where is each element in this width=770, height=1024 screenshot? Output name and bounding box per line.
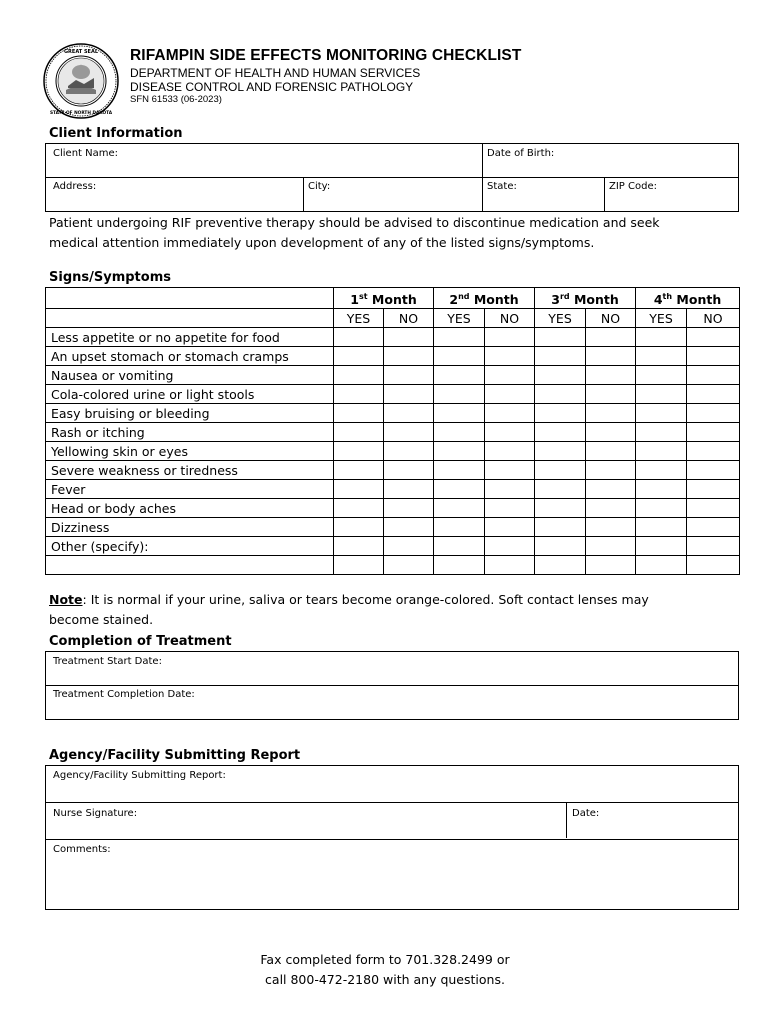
symptom-checkbox-cell[interactable] xyxy=(636,347,687,366)
completion-table xyxy=(45,651,739,720)
symptom-label: Easy bruising or bleeding xyxy=(46,404,334,423)
symptoms-heading: Signs/Symptoms xyxy=(49,270,171,285)
symptom-checkbox-cell[interactable] xyxy=(485,423,535,442)
symptom-checkbox-cell[interactable] xyxy=(586,442,636,461)
symptom-header-blank xyxy=(46,309,334,328)
symptom-checkbox-cell[interactable] xyxy=(384,461,434,480)
symptom-checkbox-cell[interactable] xyxy=(687,385,740,404)
symptom-row xyxy=(46,347,740,366)
client-info-table xyxy=(45,143,739,212)
symptom-checkbox-cell[interactable] xyxy=(535,366,586,385)
symptom-checkbox-cell[interactable] xyxy=(434,537,485,556)
agency-heading: Agency/Facility Submitting Report xyxy=(49,748,301,763)
symptom-label: Nausea or vomiting xyxy=(46,366,334,385)
symptom-row xyxy=(46,537,740,556)
symptom-checkbox-cell[interactable] xyxy=(434,347,485,366)
svg-text:GREAT SEAL: GREAT SEAL xyxy=(63,49,99,55)
symptom-label xyxy=(46,556,334,575)
comments-field[interactable]: Comments: xyxy=(53,844,111,855)
symptom-checkbox-cell[interactable] xyxy=(535,347,586,366)
symptom-checkbox-cell[interactable] xyxy=(586,366,636,385)
symptom-checkbox-cell[interactable] xyxy=(334,518,384,537)
agency-field[interactable]: Agency/Facility Submitting Report: xyxy=(53,770,226,781)
symptom-checkbox-cell[interactable] xyxy=(334,461,384,480)
symptom-checkbox-cell[interactable] xyxy=(636,556,687,575)
symptom-checkbox-cell[interactable] xyxy=(535,480,586,499)
symptom-checkbox-cell[interactable] xyxy=(334,328,384,347)
treatment-start-field[interactable]: Treatment Start Date: xyxy=(53,656,162,667)
symptom-checkbox-cell[interactable] xyxy=(586,328,636,347)
symptom-checkbox-cell[interactable] xyxy=(384,537,434,556)
symptom-checkbox-cell[interactable] xyxy=(384,423,434,442)
month-header: 3rd Month xyxy=(535,288,636,309)
symptom-label: Fever xyxy=(46,480,334,499)
symptom-row xyxy=(46,423,740,442)
symptom-header-blank xyxy=(46,288,334,309)
symptom-label: Yellowing skin or eyes xyxy=(46,442,334,461)
symptom-checkbox-cell[interactable] xyxy=(485,480,535,499)
symptom-checkbox-cell[interactable] xyxy=(434,556,485,575)
symptom-checkbox-cell[interactable] xyxy=(636,442,687,461)
symptom-label: An upset stomach or stomach cramps xyxy=(46,347,334,366)
symptom-checkbox-cell[interactable] xyxy=(636,404,687,423)
symptom-checkbox-cell[interactable] xyxy=(636,366,687,385)
symptom-row xyxy=(46,385,740,404)
symptom-checkbox-cell[interactable] xyxy=(586,499,636,518)
symptom-row xyxy=(46,480,740,499)
symptom-label: Rash or itching xyxy=(46,423,334,442)
symptom-checkbox-cell[interactable] xyxy=(687,480,740,499)
fax-instructions: Fax completed form to 701.328.2499 or call 800-472-2180 with any questions. xyxy=(260,952,510,987)
symptom-checkbox-cell[interactable] xyxy=(334,366,384,385)
symptom-checkbox-cell[interactable] xyxy=(434,442,485,461)
symptom-checkbox-cell[interactable] xyxy=(535,518,586,537)
month-header: 1st Month xyxy=(334,288,434,309)
symptom-checkbox-cell[interactable] xyxy=(384,480,434,499)
symptom-checkbox-cell[interactable] xyxy=(434,423,485,442)
yes-column-header: YES xyxy=(636,309,687,328)
symptom-checkbox-cell[interactable] xyxy=(485,537,535,556)
client-name-field[interactable]: Client Name: xyxy=(53,148,118,159)
symptom-checkbox-cell[interactable] xyxy=(636,461,687,480)
symptom-checkbox-cell[interactable] xyxy=(434,518,485,537)
signature-date-field[interactable]: Date: xyxy=(572,808,600,819)
symptom-checkbox-cell[interactable] xyxy=(384,366,434,385)
yes-column-header: YES xyxy=(535,309,586,328)
symptom-checkbox-cell[interactable] xyxy=(535,461,586,480)
symptom-checkbox-cell[interactable] xyxy=(535,442,586,461)
symptom-checkbox-cell[interactable] xyxy=(434,366,485,385)
symptom-checkbox-cell[interactable] xyxy=(636,537,687,556)
symptom-checkbox-cell[interactable] xyxy=(535,404,586,423)
symptom-checkbox-cell[interactable] xyxy=(434,328,485,347)
symptom-checkbox-cell[interactable] xyxy=(384,518,434,537)
symptom-checkbox-cell[interactable] xyxy=(384,442,434,461)
symptom-checkbox-cell[interactable] xyxy=(384,499,434,518)
treatment-completion-field[interactable]: Treatment Completion Date: xyxy=(53,689,195,700)
form-number: SFN 61533 (06-2023) xyxy=(130,94,222,105)
symptom-checkbox-cell[interactable] xyxy=(636,328,687,347)
yes-column-header: YES xyxy=(334,309,384,328)
symptom-row xyxy=(46,499,740,518)
symptom-checkbox-cell[interactable] xyxy=(485,461,535,480)
symptom-row xyxy=(46,461,740,480)
symptom-label: Dizziness xyxy=(46,518,334,537)
symptom-checkbox-cell[interactable] xyxy=(384,556,434,575)
symptom-checkbox-cell[interactable] xyxy=(485,366,535,385)
symptom-checkbox-cell[interactable] xyxy=(586,404,636,423)
dob-field[interactable]: Date of Birth: xyxy=(487,148,555,159)
advice-text: Patient undergoing RIF preventive therapy should be advised to discontinue medication and seek medical attention immediately upon development of any of the listed signs/symptoms. xyxy=(49,215,660,250)
symptom-checkbox-cell[interactable] xyxy=(485,518,535,537)
symptom-checkbox-cell[interactable] xyxy=(535,423,586,442)
symptom-checkbox-cell[interactable] xyxy=(384,328,434,347)
symptom-row xyxy=(46,556,740,575)
month-header: 2nd Month xyxy=(434,288,535,309)
address-field[interactable]: Address: xyxy=(53,181,97,192)
agency-table xyxy=(45,765,739,910)
symptom-checkbox-cell[interactable] xyxy=(586,423,636,442)
symptom-checkbox-cell[interactable] xyxy=(586,461,636,480)
symptoms-table xyxy=(45,287,740,575)
symptom-checkbox-cell[interactable] xyxy=(687,423,740,442)
symptom-checkbox-cell[interactable] xyxy=(687,366,740,385)
symptom-checkbox-cell[interactable] xyxy=(586,518,636,537)
symptom-checkbox-cell[interactable] xyxy=(636,385,687,404)
symptom-row xyxy=(46,442,740,461)
symptom-checkbox-cell[interactable] xyxy=(687,518,740,537)
symptom-checkbox-cell[interactable] xyxy=(434,480,485,499)
symptom-label: Severe weakness or tiredness xyxy=(46,461,334,480)
symptom-checkbox-cell[interactable] xyxy=(687,461,740,480)
no-column-header: NO xyxy=(687,309,740,328)
city-field[interactable]: City: xyxy=(308,181,331,192)
symptom-checkbox-cell[interactable] xyxy=(485,499,535,518)
symptom-checkbox-cell[interactable] xyxy=(434,461,485,480)
symptom-checkbox-cell[interactable] xyxy=(535,537,586,556)
symptom-checkbox-cell[interactable] xyxy=(334,442,384,461)
symptom-checkbox-cell[interactable] xyxy=(434,385,485,404)
symptom-checkbox-cell[interactable] xyxy=(535,499,586,518)
symptom-checkbox-cell[interactable] xyxy=(334,404,384,423)
symptom-checkbox-cell[interactable] xyxy=(334,347,384,366)
symptom-checkbox-cell[interactable] xyxy=(687,556,740,575)
state-field[interactable]: State: xyxy=(487,181,517,192)
symptom-checkbox-cell[interactable] xyxy=(687,404,740,423)
yes-column-header: YES xyxy=(434,309,485,328)
symptom-checkbox-cell[interactable] xyxy=(485,328,535,347)
symptom-checkbox-cell[interactable] xyxy=(434,499,485,518)
completion-heading: Completion of Treatment xyxy=(49,634,232,649)
no-column-header: NO xyxy=(586,309,636,328)
symptom-checkbox-cell[interactable] xyxy=(434,404,485,423)
symptom-checkbox-cell[interactable] xyxy=(334,499,384,518)
symptom-checkbox-cell[interactable] xyxy=(636,499,687,518)
symptom-checkbox-cell[interactable] xyxy=(687,347,740,366)
note-text: Note: It is normal if your urine, saliva or tears become orange-colored. Soft contact lenses may become stained. xyxy=(49,592,649,627)
symptom-checkbox-cell[interactable] xyxy=(687,537,740,556)
symptom-row xyxy=(46,328,740,347)
symptom-label: Other (specify): xyxy=(46,537,334,556)
symptom-checkbox-cell[interactable] xyxy=(586,537,636,556)
symptom-checkbox-cell[interactable] xyxy=(535,328,586,347)
svg-text:STATE OF NORTH DAKOTA: STATE OF NORTH DAKOTA xyxy=(49,111,113,116)
symptom-row xyxy=(46,404,740,423)
nurse-signature-field[interactable]: Nurse Signature: xyxy=(53,808,138,819)
symptom-checkbox-cell[interactable] xyxy=(586,385,636,404)
symptom-checkbox-cell[interactable] xyxy=(384,404,434,423)
symptom-checkbox-cell[interactable] xyxy=(384,347,434,366)
symptom-checkbox-cell[interactable] xyxy=(636,480,687,499)
symptom-checkbox-cell[interactable] xyxy=(586,480,636,499)
symptom-checkbox-cell[interactable] xyxy=(334,423,384,442)
symptom-checkbox-cell[interactable] xyxy=(334,480,384,499)
symptom-checkbox-cell[interactable] xyxy=(485,404,535,423)
symptom-checkbox-cell[interactable] xyxy=(687,442,740,461)
symptom-label: Less appetite or no appetite for food xyxy=(46,328,334,347)
department-name: DEPARTMENT OF HEALTH AND HUMAN SERVICES DISEASE CONTROL AND FORENSIC PATHOLOGY xyxy=(130,66,421,94)
zip-field[interactable]: ZIP Code: xyxy=(609,181,657,192)
symptom-checkbox-cell[interactable] xyxy=(485,385,535,404)
symptom-checkbox-cell[interactable] xyxy=(687,328,740,347)
form-title: RIFAMPIN SIDE EFFECTS MONITORING CHECKLIST xyxy=(130,47,522,64)
no-column-header: NO xyxy=(485,309,535,328)
state-seal-logo xyxy=(42,42,120,120)
symptom-checkbox-cell[interactable] xyxy=(687,499,740,518)
symptom-row xyxy=(46,366,740,385)
month-header: 4th Month xyxy=(636,288,740,309)
symptom-checkbox-cell[interactable] xyxy=(485,347,535,366)
symptom-label: Cola-colored urine or light stools xyxy=(46,385,334,404)
symptom-checkbox-cell[interactable] xyxy=(334,537,384,556)
symptom-checkbox-cell[interactable] xyxy=(636,518,687,537)
symptom-checkbox-cell[interactable] xyxy=(636,423,687,442)
symptom-checkbox-cell[interactable] xyxy=(334,556,384,575)
symptom-checkbox-cell[interactable] xyxy=(485,556,535,575)
symptom-checkbox-cell[interactable] xyxy=(485,442,535,461)
client-info-heading: Client Information xyxy=(49,126,183,141)
symptom-checkbox-cell[interactable] xyxy=(384,385,434,404)
symptom-checkbox-cell[interactable] xyxy=(535,556,586,575)
no-column-header: NO xyxy=(384,309,434,328)
symptom-checkbox-cell[interactable] xyxy=(586,556,636,575)
symptom-label: Head or body aches xyxy=(46,499,334,518)
symptom-checkbox-cell[interactable] xyxy=(586,347,636,366)
symptom-checkbox-cell[interactable] xyxy=(535,385,586,404)
symptom-checkbox-cell[interactable] xyxy=(334,385,384,404)
symptom-row xyxy=(46,518,740,537)
